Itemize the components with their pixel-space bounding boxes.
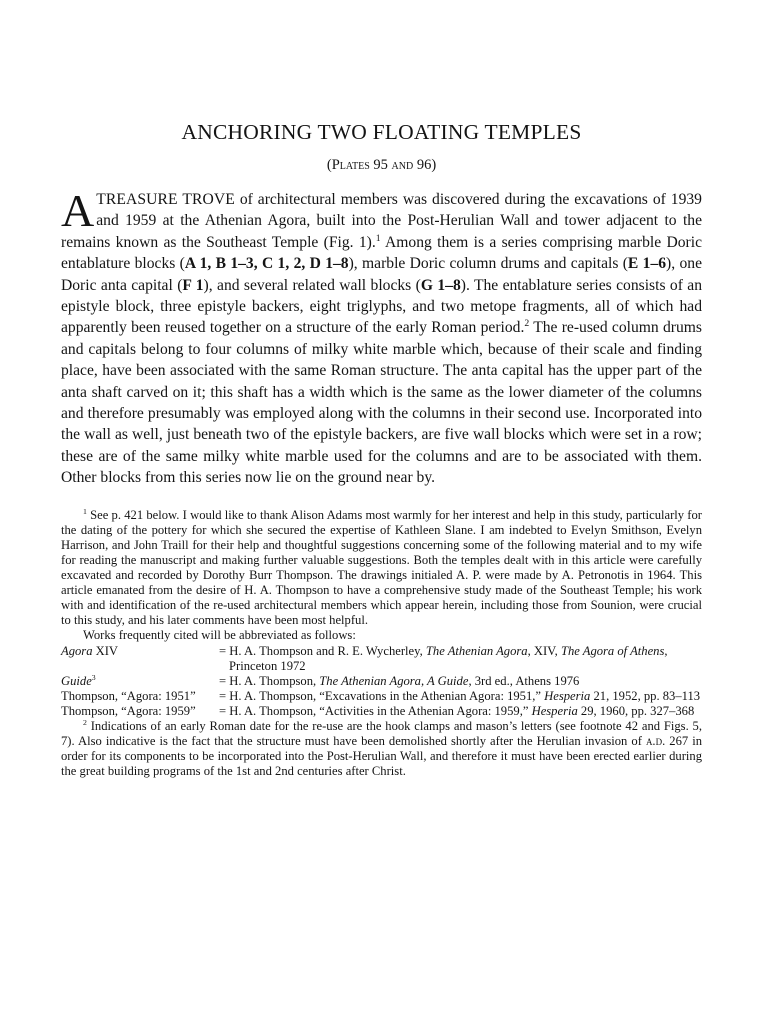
block-ids-entablature: A 1, B 1–3, C 1, 2, D 1–8	[184, 255, 349, 273]
abbreviation-key-italic: Agora	[61, 643, 93, 658]
abbreviation-value-text: 21, 1952, pp. 83–113	[590, 688, 701, 703]
abbreviation-key-rest: XIV	[92, 643, 119, 658]
drop-cap: A	[61, 185, 95, 236]
abbreviation-value	[219, 674, 702, 689]
body-text-1: of architectural members was discovered during the excavations of 1939 and 1959 at the Athenian Agora, built into the Post-Herulian Wall and tower adjacent to the remains known as the Southeast Temple (Fig. 1).	[61, 191, 702, 251]
block-ids-wall: G 1–8	[420, 276, 461, 294]
abbreviation-value-italic: Hesperia	[531, 703, 578, 718]
footnote-2	[61, 719, 702, 779]
works-cited-intro: Works frequently cited will be abbreviated as follows:	[83, 628, 356, 643]
body-text-5: ), and several related wall blocks (	[203, 276, 421, 294]
abbreviation-key-sup: 3	[91, 672, 96, 682]
abbreviation-row	[61, 674, 702, 689]
footnotes	[61, 508, 702, 780]
abbreviation-key: Thompson, “Agora: 1959”	[61, 703, 196, 718]
lead-in-caps: TREASURE TROVE	[96, 191, 235, 208]
abbreviation-value-text: = H. A. Thompson, “Excavations in the Athenian Agora: 1951,”	[219, 688, 545, 703]
body-text-6: ). The entablature series consists of an epistyle block, three epistyle backers, eight triglyphs, and two metope fragments, all of which had apparently been reused together on a structure of the early Roman period.	[61, 276, 703, 337]
abbreviation-row	[61, 689, 702, 704]
body-text-3: ), marble Doric column drums and capitals (	[348, 255, 628, 273]
abbreviation-value-text: , 3rd ed., Athens 1976	[468, 673, 580, 688]
abbreviation-value-italic: Hesperia	[544, 688, 591, 703]
plates-open-paren: (	[326, 157, 332, 173]
body-text-4: ), one Doric anta capital (	[61, 255, 702, 294]
body-text-2: Among them is a series comprising marble Doric entablature blocks (	[61, 233, 702, 273]
abbreviation-value-italic: The Agora of Athens	[560, 643, 665, 658]
abbreviation-value-italic: The Athenian Agora	[425, 643, 528, 658]
abbreviation-value-text: , XIV,	[527, 643, 561, 658]
abbreviation-value-italic: The Athenian Agora, A Guide	[319, 673, 469, 688]
article-title: ANCHORING TWO FLOATING TEMPLES	[181, 120, 582, 144]
block-ids-anta: F 1	[182, 276, 204, 294]
plates-label: Plates	[331, 157, 370, 173]
abbreviation-value-text: = H. A. Thompson and R. E. Wycherley,	[219, 643, 426, 658]
plates-and: and	[391, 157, 414, 173]
footnote-ref-2[interactable]: 2	[524, 318, 530, 330]
plate-number-2: 96	[416, 157, 432, 173]
abbreviation-value	[219, 689, 702, 704]
footnote-2-ad: a.d.	[645, 734, 666, 749]
abbreviation-value-text: , Princeton 1972	[229, 643, 668, 673]
article-page	[61, 0, 702, 779]
footnote-2-text-b: 267 in order for its components to be incorporated into the Post-Herulian Wall, and therefore it must have been erected earlier during the great building programs of the 1st and 2nd centuries after Christ.	[61, 734, 703, 779]
abbreviation-value	[219, 704, 702, 719]
abbreviation-value-text: = H. A. Thompson, “Activities in the Athenian Agora: 1959,”	[219, 703, 532, 718]
footnote-1-text: See p. 421 below. I would like to thank Alison Adams most warmly for her interest and help in this study, particularly for the dating of the pottery for which she secured the expertise of Kathleen Slane. I am indebted to Evelyn Smithson, Evelyn Harrison, and John Traill for their help and thoughtful suggestions concerning some of the following material and to my wife for reading the manuscript and making further valuable suggestions. Both the temples dealt with in this article were carefully excavated and recorded by Dorothy Burr Thompson. The drawings initialed A. P. were made by A. Petronotis in 1964. This article emanated from the desire of H. A. Thompson to have a comprehensive study made of the Southeast Temple; his work with and identification of the re-used architectural members which appear herein, including those from Sounion, were crucial to this study, and his later comments have been most helpful.	[61, 507, 702, 628]
footnote-ref-1[interactable]: 1	[375, 232, 381, 244]
footnote-1-marker: 1	[83, 506, 87, 516]
block-ids-columns: E 1–6	[627, 255, 667, 273]
footnote-2-marker: 2	[83, 717, 87, 727]
plate-number-1: 95	[373, 157, 388, 173]
abbreviation-value-text: 29, 1960, pp. 327–368	[577, 703, 695, 718]
plates-close-paren: )	[431, 157, 437, 173]
abbreviation-key-italic: Guide	[61, 673, 92, 688]
footnote-1	[61, 508, 702, 629]
abbreviation-value-text: = H. A. Thompson,	[219, 673, 320, 688]
body-text-7: The re-used column drums and capitals belong to four columns of milky white marble which, because of their scale and finding place, have been associated with the same Roman structure. The anta capital has the upper part of the anta shaft carved on it; this shaft has a width which is the same as the lower diameter of the columns and therefore presumably was employed along with the columns in their second use. Incorporated into the wall as well, just beneath two of the epistyle backers, are five wall blocks which were set in a row; these are of the same milky white marble used for the columns and are to be associated with them. Other blocks from this series now lie on the ground near by.	[61, 319, 702, 487]
plates-reference	[61, 157, 702, 174]
abbreviation-key	[61, 644, 219, 674]
abbreviation-value	[219, 644, 702, 674]
abbreviation-key	[61, 674, 219, 689]
footnote-2-text-a: Indications of an early Roman date for the re-use are the hook clamps and mason’s letters (see footnote 42 and Figs. 5, 7). Also indicative is the fact that the structure must have been demolished shortly after the Herulian invasion of	[61, 719, 702, 749]
body-paragraph	[61, 185, 703, 489]
abbreviation-key: Thompson, “Agora: 1951”	[61, 688, 196, 703]
abbreviation-row	[61, 644, 702, 674]
abbreviation-row	[61, 704, 702, 719]
